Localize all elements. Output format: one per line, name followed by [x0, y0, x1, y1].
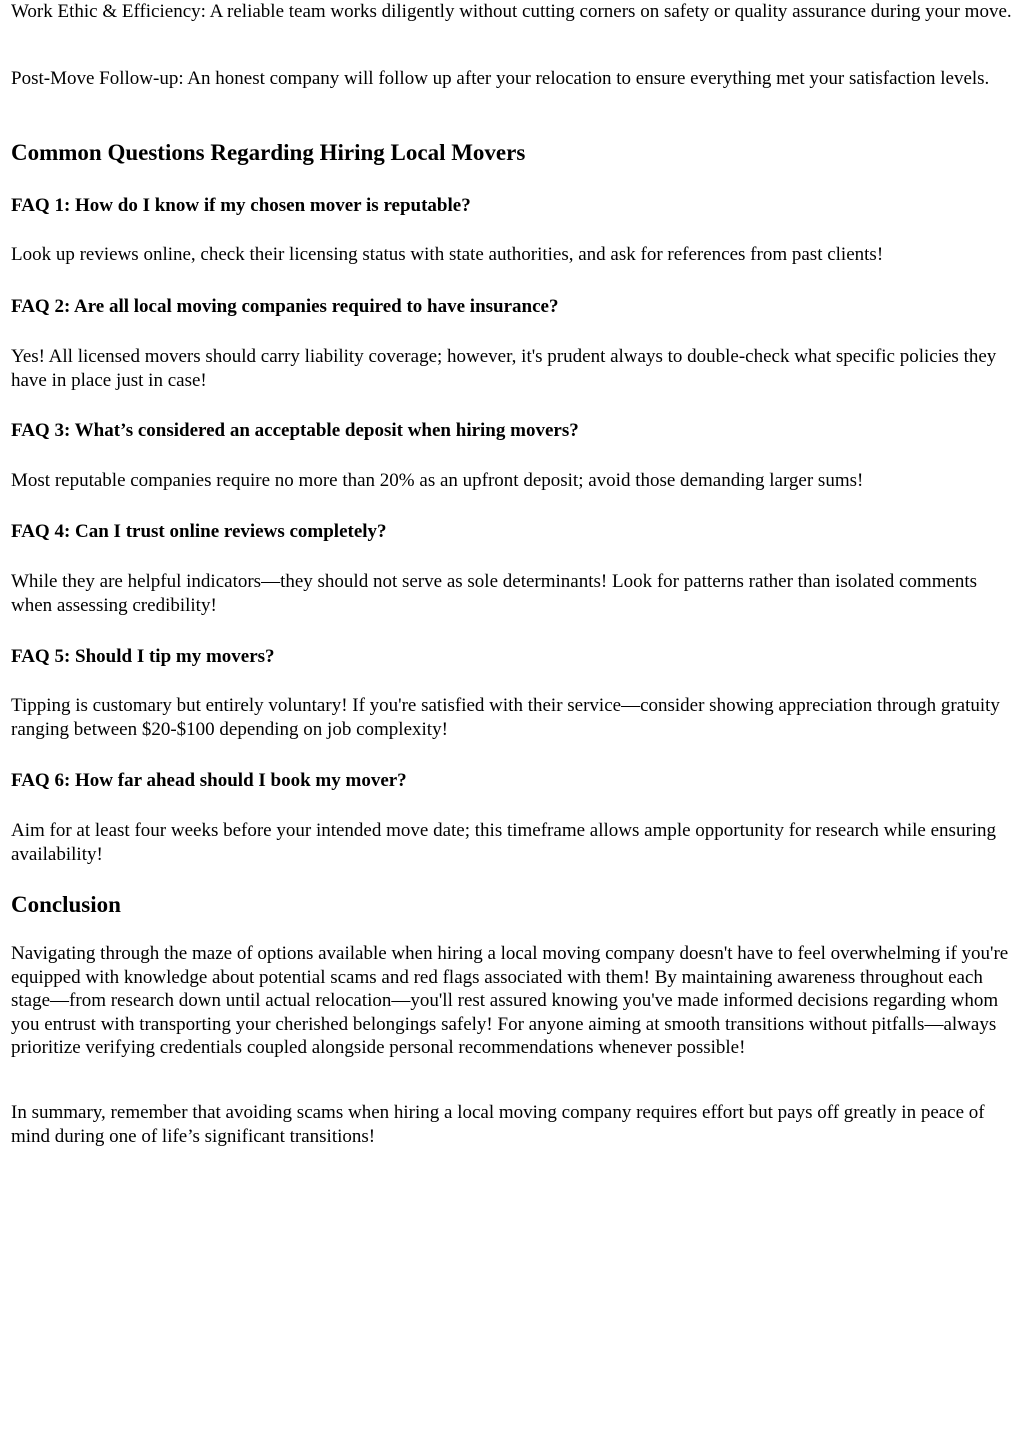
intro-paragraph-work-ethic: Work Ethic & Efficiency: A reliable team works diligently without cutting corners on safety or quality assurance during your move. [11, 1, 1012, 22]
conclusion-paragraph-1: Navigating through the maze of options available when hiring a local moving company doesn't have to feel overwhelming if you're equipped with knowledge about potential scams and red flags associated with them! By maintaining awareness throughout each stage—from research down until actual relocation—you'll rest assured knowing you've made informed decisions regarding whom you entrust with transporting your cherished belongings safely! For anyone aiming at smooth transitions without pitfalls—always prioritize verifying credentials coupled alongside personal recommendations whenever possible! [11, 943, 1009, 1058]
intro-paragraph-follow-up: Post-Move Follow-up: An honest company will follow up after your relocation to ensure everything met your satisfaction levels. [11, 68, 990, 89]
faq-question-4: FAQ 4: Can I trust online reviews completely? [11, 521, 387, 542]
conclusion-heading: Conclusion [11, 892, 121, 917]
faq-question-5: FAQ 5: Should I tip my movers? [11, 646, 275, 667]
faq-section-heading: Common Questions Regarding Hiring Local Movers [11, 140, 526, 165]
conclusion-paragraph-2: In summary, remember that avoiding scams when hiring a local moving company requires effort but pays off greatly in peace of mind during one of life’s significant transitions! [11, 1102, 985, 1147]
faq-question-3: FAQ 3: What’s considered an acceptable deposit when hiring movers? [11, 420, 579, 441]
faq-question-1: FAQ 1: How do I know if my chosen mover is reputable? [11, 195, 471, 216]
faq-answer-1: Look up reviews online, check their licensing status with state authorities, and ask for references from past clients! [11, 244, 884, 265]
faq-answer-6: Aim for at least four weeks before your intended move date; this timeframe allows ample opportunity for research while ensuring availability! [11, 820, 997, 865]
faq-answer-5: Tipping is customary but entirely voluntary! If you're satisfied with their service—consider showing appreciation through gratuity ranging between $20-$100 depending on job complexity! [11, 695, 1000, 740]
faq-question-2: FAQ 2: Are all local moving companies required to have insurance? [11, 296, 559, 317]
faq-question-6: FAQ 6: How far ahead should I book my mover? [11, 770, 407, 791]
faq-answer-2: Yes! All licensed movers should carry liability coverage; however, it's prudent always to double-check what specific policies they have in place just in case! [11, 346, 997, 391]
faq-answer-3: Most reputable companies require no more than 20% as an upfront deposit; avoid those demanding larger sums! [11, 470, 864, 491]
faq-answer-4: While they are helpful indicators—they should not serve as sole determinants! Look for patterns rather than isolated comments when assessing credibility! [11, 571, 978, 616]
